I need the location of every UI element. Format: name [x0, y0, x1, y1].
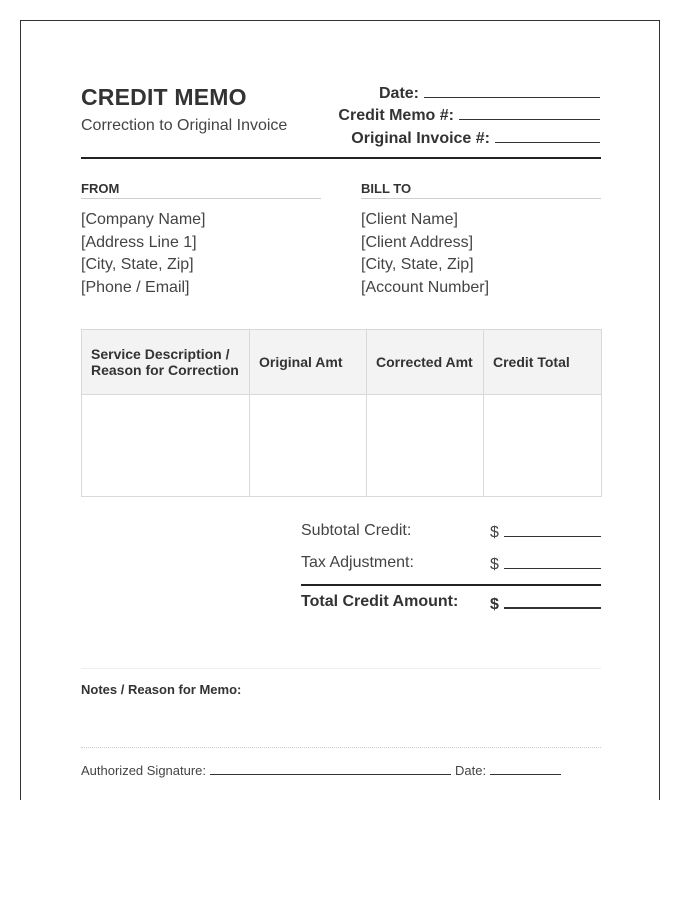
from-company-name: [Company Name] [81, 211, 206, 228]
bill-to-client-name: [Client Name] [361, 211, 458, 228]
column-header-corrected-amt: Corrected Amt [367, 330, 484, 395]
column-header-credit-total: Credit Total [484, 330, 602, 395]
document-subtitle: Correction to Original Invoice [81, 117, 288, 134]
original-invoice-number-field[interactable] [351, 128, 600, 148]
currency-symbol: $ [490, 556, 499, 573]
bill-to-section [361, 181, 601, 299]
currency-symbol: $ [490, 524, 499, 541]
credit-memo-number-label: Credit Memo #: [338, 107, 454, 124]
corrected-amt-cell[interactable] [367, 395, 484, 497]
column-header-description: Service Description / Reason for Correction [82, 330, 250, 395]
from-city-state-zip: [City, State, Zip] [81, 256, 194, 273]
tax-adjustment-field[interactable] [490, 554, 601, 574]
column-header-original-amt: Original Amt [250, 330, 367, 395]
bill-to-city-state-zip: [City, State, Zip] [361, 256, 474, 273]
tax-adjustment-label: Tax Adjustment: [301, 554, 414, 571]
date-field[interactable] [379, 83, 600, 103]
total-credit-amount-blank[interactable] [504, 593, 601, 609]
bill-to-heading: BILL TO [361, 181, 601, 199]
from-section [81, 181, 321, 299]
credit-memo-number-field[interactable] [338, 105, 600, 125]
signature-date-blank[interactable] [490, 763, 561, 775]
original-invoice-number-blank[interactable] [495, 128, 600, 143]
total-credit-amount-field[interactable] [490, 593, 601, 614]
from-heading: FROM [81, 181, 321, 199]
from-address-line: [Address Line 1] [81, 233, 197, 251]
subtotal-credit-label: Subtotal Credit: [301, 522, 412, 539]
notes-divider [81, 668, 601, 669]
credit-total-cell[interactable] [484, 395, 602, 497]
totals-divider [301, 584, 601, 586]
total-credit-amount-label: Total Credit Amount: [301, 593, 459, 610]
table-row [82, 395, 602, 497]
notes-area-divider [81, 747, 601, 748]
currency-symbol: $ [490, 596, 499, 613]
credit-memo-number-blank[interactable] [459, 105, 600, 120]
table-header-row [82, 330, 602, 395]
date-label: Date: [378, 85, 419, 102]
original-amt-cell[interactable] [250, 395, 367, 497]
line-items-table [81, 329, 602, 497]
tax-adjustment-blank[interactable] [504, 554, 601, 569]
date-blank[interactable] [424, 83, 600, 98]
authorized-signature-label: Authorized Signature: [81, 763, 207, 778]
header-divider [81, 157, 601, 159]
authorized-signature-blank[interactable] [210, 763, 451, 775]
signature-line [81, 763, 565, 778]
bill-to-client-address: [Client Address] [361, 233, 474, 251]
description-cell[interactable] [82, 395, 250, 497]
signature-date-label: Date: [455, 763, 487, 778]
original-invoice-number-label: Original Invoice #: [351, 130, 490, 147]
from-phone-email: [Phone / Email] [81, 278, 190, 296]
subtotal-credit-blank[interactable] [504, 522, 601, 537]
notes-label: Notes / Reason for Memo: [81, 682, 242, 697]
document-title: CREDIT MEMO [81, 84, 247, 110]
bill-to-account-number: [Account Number] [361, 278, 490, 296]
subtotal-credit-field[interactable] [490, 522, 601, 542]
